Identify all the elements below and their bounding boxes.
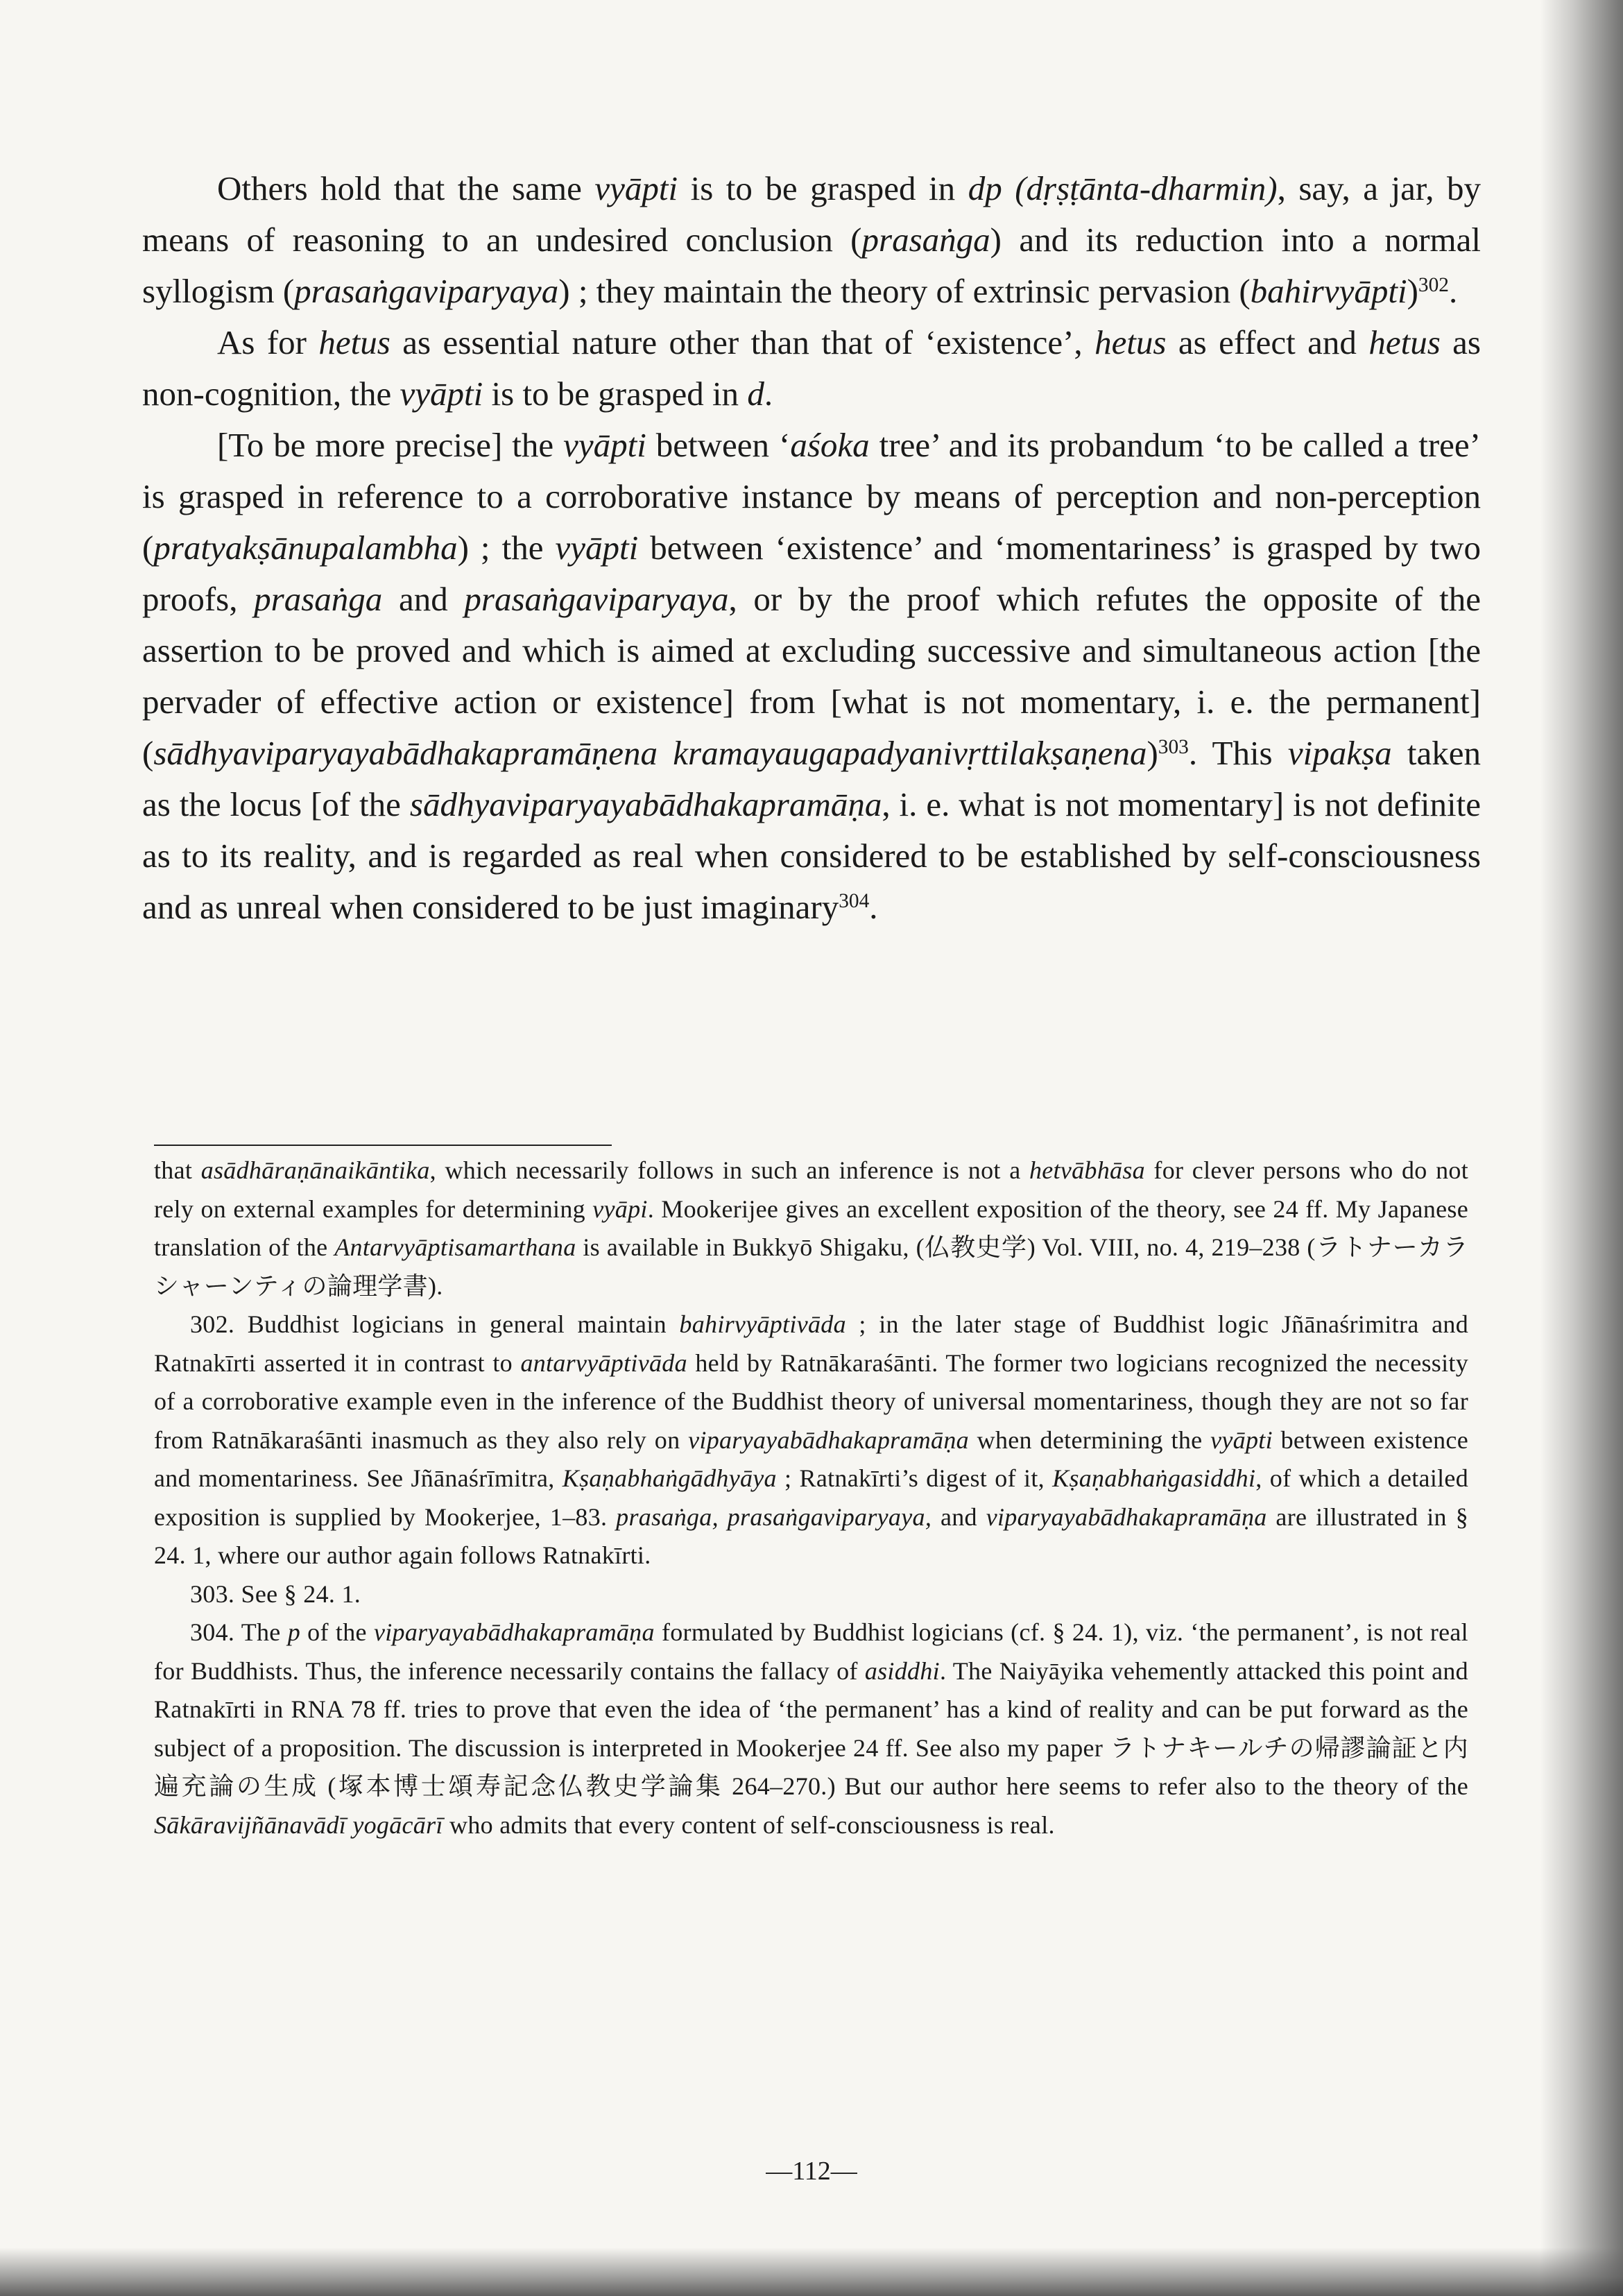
term: d [747, 375, 764, 413]
term: Kṣaṇabhaṅgādhyāya [562, 1464, 777, 1492]
text: between ‘existence’ and ‘momentariness’ is grasped by two proofs, [142, 529, 1481, 618]
footnote-ref-303[interactable]: 303 [1158, 735, 1189, 758]
text: tree’ and its probandum ‘to be called a tree’ is grasped in reference to a corroborative instance by means of perception and non-perception ( [142, 426, 1481, 567]
footnote-303 [154, 1575, 1468, 1614]
text: As for [217, 323, 319, 361]
text: Others hold that the same [217, 169, 595, 207]
text: . Mookerijee gives an excellent exposition of the theory, see 24 ff. My Japanese translation of the [154, 1194, 1469, 1261]
text: . [764, 375, 773, 413]
term: asādhāraṇānaikāntika [200, 1156, 430, 1184]
term: prasaṅga [861, 221, 990, 259]
text: , i. e. what is not momentary] is not definite as to its reality, and is regarded as real when considered to be established by self-consciousness and as unreal when considered to be just imaginary [142, 785, 1481, 926]
text: ) ; the [457, 529, 556, 567]
term: hetus [318, 323, 390, 361]
footnote-divider [154, 1145, 612, 1146]
term: prasaṅga [254, 580, 383, 618]
text: of the [300, 1618, 374, 1646]
paragraph-3 [142, 420, 1481, 933]
text: when determining the [968, 1425, 1211, 1454]
text: , of which a detailed exposition is supplied by Mookerjee, 1–83. [154, 1464, 1468, 1531]
term: viparyayabādhakapramāṇa [373, 1618, 655, 1646]
footnote-302 [154, 1305, 1468, 1575]
text: as non-cognition, the [142, 323, 1481, 413]
text: as effect and [1166, 323, 1369, 361]
term: prasaṅgaviparyaya [294, 272, 559, 310]
text: [To be more precise] the [217, 426, 564, 464]
text: ) and its reduction into a normal syllogism ( [142, 221, 1481, 310]
term: hetus [1094, 323, 1167, 361]
text: 302. Buddhist logicians in general maintain [190, 1310, 680, 1338]
text: who admits that every content of self-consciousness is real. [443, 1810, 1055, 1839]
term: dp (dṛṣṭānta-dharmin) [968, 169, 1278, 207]
term: aśoka [790, 426, 870, 464]
text: . [869, 888, 878, 926]
text: 303. See § 24. 1. [190, 1579, 361, 1608]
text: are illustrated in § 24. 1, where our author again follows Ratnakīrti. [154, 1502, 1468, 1569]
text: ) [1147, 734, 1158, 772]
scan-edge-bottom [0, 2247, 1623, 2296]
text: and [382, 580, 465, 618]
footnotes [154, 1151, 1468, 1844]
text: ; in the later stage of Buddhist logic Jñānaśrimitra and Ratnakīrti asserted it in contrast to [154, 1310, 1468, 1377]
text: formulated by Buddhist logicians (cf. § 24. 1), viz. ‘the permanent’, is not real for Buddhists. Thus, the inference necessarily contains the fallacy of [154, 1618, 1468, 1685]
text: for clever persons who do not rely on external examples for determining [154, 1156, 1468, 1223]
term: bahirvyāptivāda [679, 1310, 846, 1338]
footnote-ref-304[interactable]: 304 [839, 889, 870, 912]
term: asiddhi [864, 1656, 940, 1685]
term: antarvyāptivāda [520, 1348, 687, 1377]
text: 304. The [190, 1618, 288, 1646]
term: Kṣaṇabhaṅgasiddhi [1052, 1464, 1256, 1492]
term: vyāpi [592, 1194, 648, 1223]
text: that [154, 1156, 201, 1184]
term: Antarvyāptisamarthana [334, 1233, 576, 1261]
text: and [931, 1502, 986, 1531]
footnote-304 [154, 1613, 1468, 1844]
paragraph-1 [142, 163, 1481, 317]
term: vyāpti [563, 426, 646, 464]
term: vyāpti [594, 169, 678, 207]
term: vyāpti [400, 375, 483, 413]
text: ) [1407, 272, 1418, 310]
page-number: —112— [766, 2157, 857, 2186]
main-text [142, 163, 1481, 933]
scan-edge-right [1540, 0, 1623, 2296]
term: prasaṅga, prasaṅgaviparyaya, [616, 1502, 932, 1531]
text: is to be grasped in [483, 375, 748, 413]
term: vipakṣa [1287, 734, 1392, 772]
paragraph-2 [142, 317, 1481, 420]
text: taken as the locus [of the [142, 734, 1481, 823]
term: sādhyaviparyayabādhakapramāṇa [409, 785, 882, 823]
text: between ‘ [646, 426, 791, 464]
text: between existence and momentariness. See Jñānaśrīmitra, [154, 1425, 1468, 1492]
text: . This [1188, 734, 1288, 772]
term: viparyayabādhakapramāṇa [986, 1502, 1267, 1531]
term: sādhyaviparyayabādhakapramāṇena kramayaugapadyanivṛttilakṣaṇena [153, 734, 1147, 772]
term: pratyakṣānupalambha [153, 529, 458, 567]
text: held by Ratnākaraśānti. The former two logicians recognized the necessity of a corroborative example even in the inference of the Buddhist theory of universal momentariness, though they are not so far from Ratnākaraśānti inasmuch as they also rely on [154, 1348, 1468, 1454]
term: hetvābhāsa [1029, 1156, 1145, 1184]
text: , say, a jar, by means of reasoning to an undesired conclusion ( [142, 169, 1481, 259]
text: ; Ratnakīrti’s digest of it, [776, 1464, 1053, 1492]
text: is to be grasped in [678, 169, 968, 207]
text: is available in Bukkyō Shigaku, (仏教史学) Vol. VIII, no. 4, 219–238 (ラトナーカラシャーンティの論理学書). [154, 1233, 1468, 1300]
text: . The Naiyāyika vehemently attacked this point and Ratnakīrti in RNA 78 ff. tries to prove that even the idea of ‘the permanent’ has a kind of reality and can be put forward as the subject of a proposition. The discussion is interpreted in Mookerjee 24 ff. See also my paper ラトナキールチの帰謬論証と内遍充論の生成 (塚本博士頌寿記念仏教史学論集 264–270.) But our author here seems to refer also to the theory of the [154, 1656, 1468, 1800]
term: vyāpti [1210, 1425, 1273, 1454]
text: as essential nature other than that of ‘existence’, [390, 323, 1095, 361]
term: p [287, 1618, 301, 1646]
term: Sākāravijñānavādī yogācārī [154, 1810, 443, 1839]
term: viparyayabādhakapramāṇa [688, 1425, 969, 1454]
text: , which necessarily follows in such an inference is not a [429, 1156, 1029, 1184]
term: vyāpti [555, 529, 639, 567]
text: ) ; they maintain the theory of extrinsic pervasion ( [558, 272, 1251, 310]
footnote-continued [154, 1151, 1468, 1305]
term: hetus [1368, 323, 1441, 361]
text: . [1449, 272, 1458, 310]
term: prasaṅgaviparyaya [464, 580, 729, 618]
text: , or by the proof which refutes the opposite of the assertion to be proved and which is aimed at excluding successive and simultaneous action [the pervader of effective action or existence] from [what is not momentary, i. e. the permanent] ( [142, 580, 1481, 772]
footnote-ref-302[interactable]: 302 [1418, 273, 1449, 296]
term: bahirvyāpti [1250, 272, 1407, 310]
